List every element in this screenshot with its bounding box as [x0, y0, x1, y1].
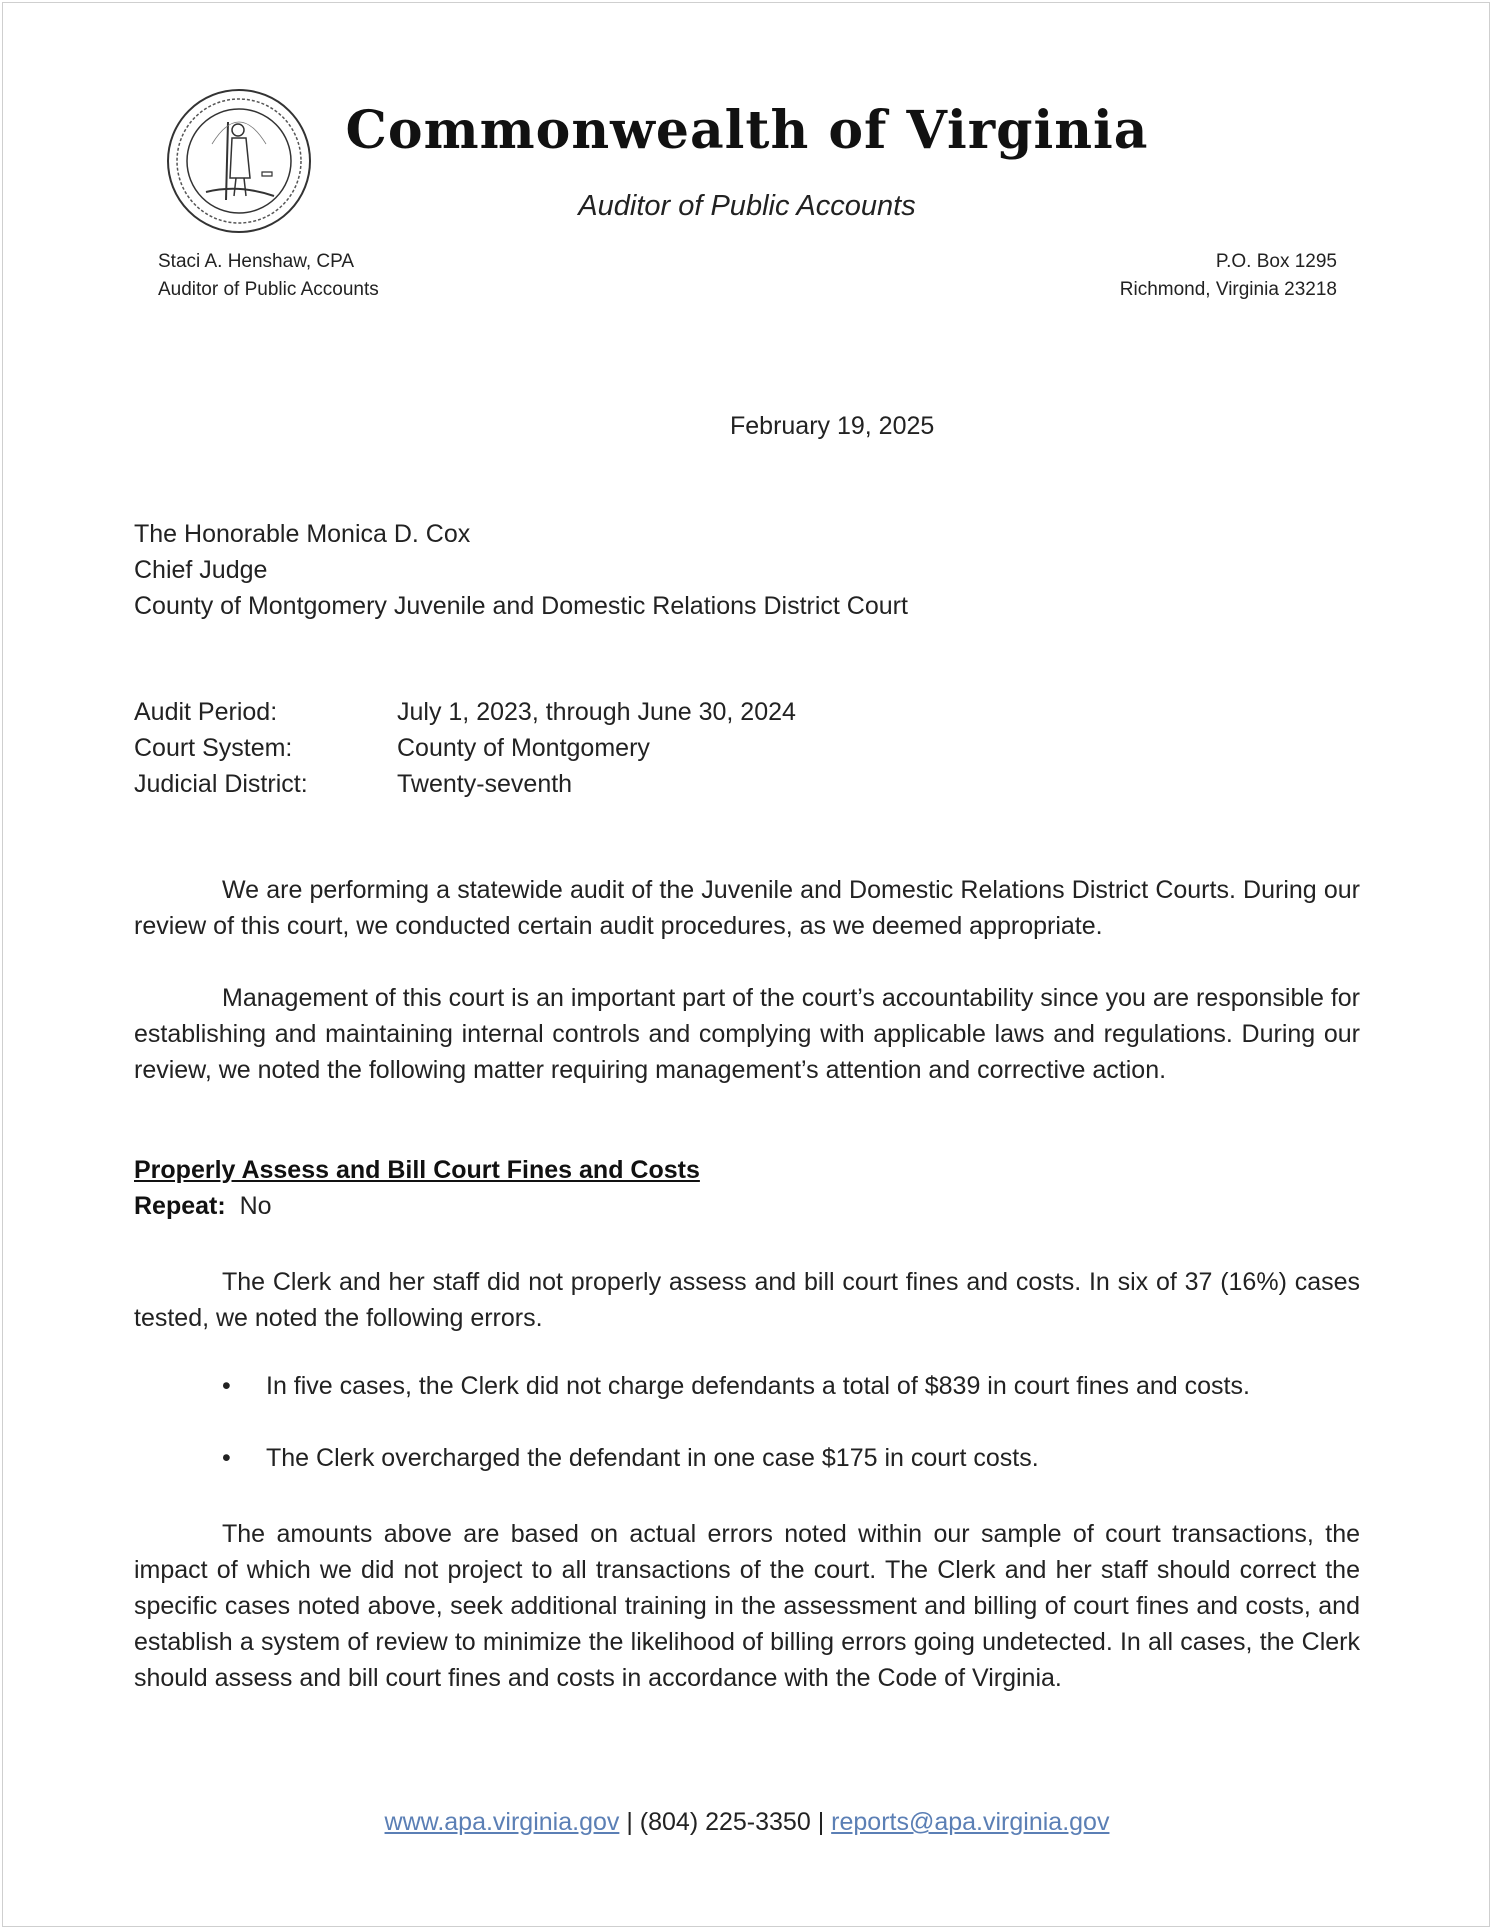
bullet-icon: •	[222, 1372, 231, 1400]
list-item	[222, 1444, 1039, 1473]
recipient-court: County of Montgomery Juvenile and Domestic Relations District Court	[134, 592, 908, 620]
email-link[interactable]: reports@apa.virginia.gov	[831, 1808, 1110, 1836]
repeat-label: Repeat:	[134, 1192, 226, 1220]
recipient-title: Chief Judge	[134, 556, 268, 584]
paragraph-recommendation: The amounts above are based on actual errors noted within our sample of court transactions, the impact of which we did not project to all transactions of the court. The Clerk and her staff should correct the specific cases noted above, seek additional training in the assessment and billing of court fines and costs, and establish a system of review to minimize the likelihood of billing errors going undetected. In all cases, the Clerk should assess and bill court fines and costs in accordance with the Code of Virginia.	[134, 1520, 1360, 1692]
recipient-name: The Honorable Monica D. Cox	[134, 520, 471, 548]
auditor-title: Auditor of Public Accounts	[158, 279, 379, 300]
meta-value: County of Montgomery	[397, 734, 650, 762]
auditor-block	[158, 248, 379, 304]
letterhead-title: Commonwealth of Virginia	[345, 100, 1149, 161]
recipient-block	[134, 516, 908, 624]
finding-repeat	[134, 1192, 272, 1221]
mailing-address	[1120, 248, 1337, 304]
paragraph-finding: The Clerk and her staff did not properly assess and bill court fines and costs. In six of 37 (16%) cases tested, we noted the following errors.	[134, 1268, 1360, 1332]
website-link[interactable]: www.apa.virginia.gov	[384, 1808, 620, 1836]
footer-separator: |	[626, 1808, 633, 1836]
list-item	[222, 1372, 1250, 1401]
audit-meta	[134, 694, 796, 802]
footer	[0, 1808, 1494, 1837]
meta-row-judicial-district	[134, 766, 796, 802]
paragraph-intro: We are performing a statewide audit of the Juvenile and Domestic Relations District Courts. During our review of this court, we conducted certain audit procedures, as we deemed appropriate.	[134, 876, 1360, 940]
meta-value: Twenty-seventh	[397, 770, 573, 798]
auditor-name: Staci A. Henshaw, CPA	[158, 251, 355, 272]
virginia-seal-icon	[166, 88, 312, 234]
address-line-1: P.O. Box 1295	[1215, 251, 1337, 272]
meta-row-court-system	[134, 730, 796, 766]
footer-separator: |	[817, 1808, 825, 1836]
repeat-value: No	[239, 1192, 272, 1220]
meta-label: Audit Period:	[134, 698, 278, 726]
meta-label: Judicial District:	[134, 770, 308, 798]
letter-date: February 19, 2025	[730, 412, 935, 440]
phone-number: (804) 225-3350	[639, 1808, 811, 1836]
bullet-text: In five cases, the Clerk did not charge defendants a total of $839 in court fines and costs.	[266, 1372, 1250, 1400]
bullet-text: The Clerk overcharged the defendant in one case $175 in court costs.	[266, 1444, 1039, 1472]
meta-value: July 1, 2023, through June 30, 2024	[397, 698, 796, 726]
meta-row-audit-period	[134, 694, 796, 730]
meta-label: Court System:	[134, 734, 293, 762]
address-line-2: Richmond, Virginia 23218	[1119, 279, 1337, 300]
paragraph-management: Management of this court is an important part of the court’s accountability since you are responsible for establishing and maintaining internal controls and complying with applicable laws and regulations. During our review, we noted the following matter requiring management’s attention and corrective action.	[134, 984, 1360, 1084]
finding-heading: Properly Assess and Bill Court Fines and Costs	[134, 1156, 700, 1184]
bullet-icon: •	[222, 1444, 231, 1472]
letterhead-subtitle: Auditor of Public Accounts	[578, 190, 916, 222]
